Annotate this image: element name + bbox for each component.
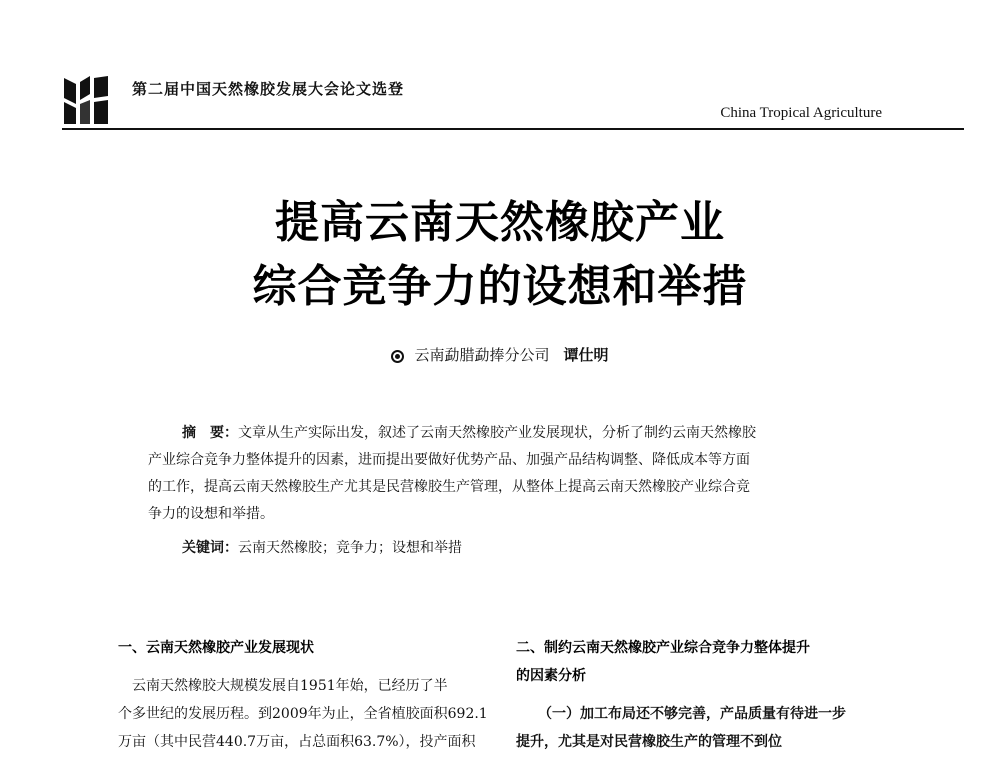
abstract-line: 争力的设想和举措。: [148, 506, 274, 522]
section-heading-2-line-2: 的因素分析: [516, 668, 586, 684]
author-name: 谭仕明: [563, 346, 609, 364]
article-title-line-1: 提高云南天然橡胶产业: [275, 197, 725, 248]
circle-bullet-icon: [391, 350, 404, 363]
journal-logo-icon: [62, 74, 110, 126]
keywords: [182, 537, 462, 557]
section-heading-2-line-1: 二、制约云南天然橡胶产业综合竞争力整体提升: [516, 640, 810, 656]
journal-series-title: 第二届中国天然橡胶发展大会论文选登: [132, 80, 405, 98]
abstract-label: 摘 要：: [182, 425, 238, 441]
right-column: [516, 634, 916, 756]
author-affiliation: 云南勐腊勐捧分公司: [414, 346, 550, 364]
abstract-line: 产业综合竞争力整体提升的因素，进而提出要做好优势产品、加强产品结构调整、降低成本等方面: [148, 452, 750, 468]
abstract-line: 的工作，提高云南天然橡胶生产尤其是民营橡胶生产管理，从整体上提高云南天然橡胶产业综合竞: [148, 479, 750, 495]
subsection-heading-line-2: 提升，尤其是对民营橡胶生产的管理不到位: [516, 734, 782, 750]
header-divider: [62, 128, 964, 130]
abstract-line: [148, 420, 858, 447]
article-title-line-2: 综合竞争力的设想和举措: [252, 261, 748, 312]
paragraph-line: 万亩（其中民营440.7万亩，占总面积63.7%），投产面积: [118, 734, 476, 750]
byline: [0, 344, 1000, 365]
paragraph-line: 个多世纪的发展历程。到2009年为止，全省植胶面积692.1: [118, 706, 488, 722]
left-column: [118, 634, 488, 756]
abstract-text: 文章从生产实际出发，叙述了云南天然橡胶产业发展现状，分析了制约云南天然橡胶: [238, 425, 756, 441]
keywords-label: 关键词：: [182, 540, 238, 556]
section-heading-1: 一、云南天然橡胶产业发展现状: [118, 640, 314, 656]
subsection-heading-line-1: （一）加工布局还不够完善，产品质量有待进一步: [538, 706, 846, 722]
abstract: [148, 420, 858, 528]
paragraph-line: 云南天然橡胶大规模发展自1951年始，已经历了半: [118, 678, 448, 694]
journal-name-english: China Tropical Agriculture: [720, 105, 882, 121]
keywords-text: 云南天然橡胶；竞争力；设想和举措: [238, 540, 462, 556]
